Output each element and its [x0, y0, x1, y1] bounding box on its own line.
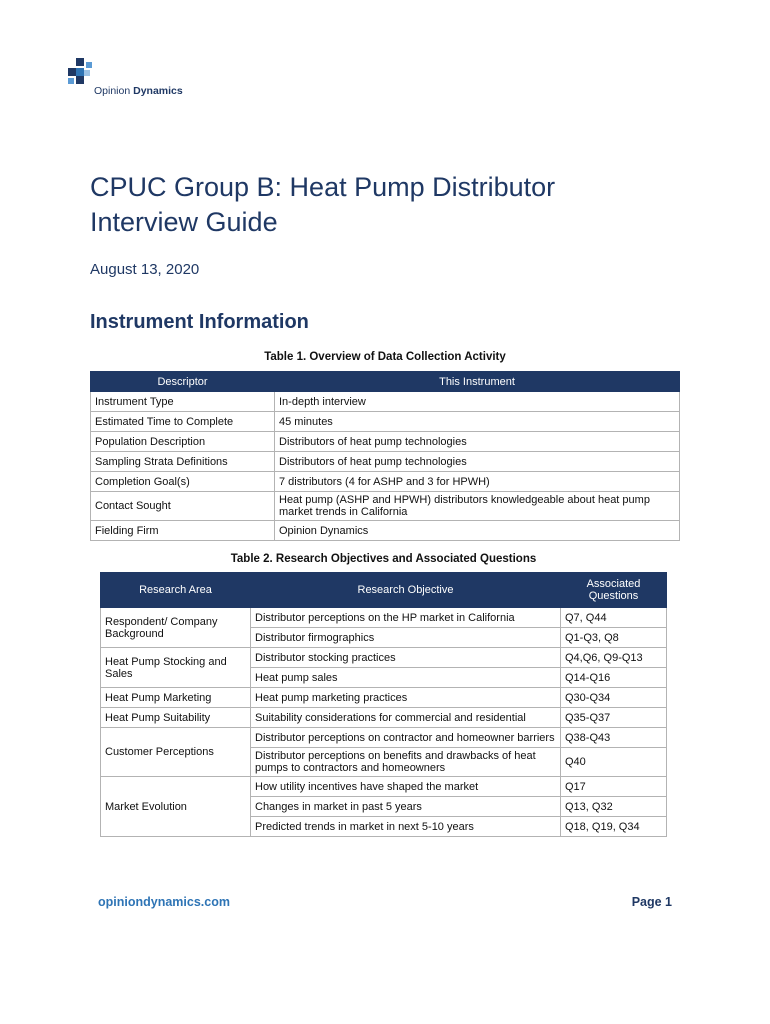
associated-questions-cell: Q17: [561, 777, 667, 797]
associated-questions-cell: Q4,Q6, Q9-Q13: [561, 648, 667, 668]
associated-questions-cell: Q35-Q37: [561, 708, 667, 728]
research-objective-cell: How utility incentives have shaped the market: [251, 777, 561, 797]
section-heading: Instrument Information: [90, 311, 309, 333]
descriptor-cell: Population Description: [91, 432, 275, 452]
research-objective-cell: Predicted trends in market in next 5-10 years: [251, 817, 561, 837]
table2-header-cell: Associated Questions: [561, 573, 667, 608]
document-title: CPUC Group B: Heat Pump Distributor Interview Guide: [90, 172, 556, 237]
table2-header-cell: Research Area: [101, 573, 251, 608]
table2-row: [101, 688, 667, 708]
associated-questions-cell: Q14-Q16: [561, 668, 667, 688]
table1-row: [91, 432, 680, 452]
research-area-cell: Heat Pump Marketing: [101, 688, 251, 708]
associated-questions-cell: Q1-Q3, Q8: [561, 628, 667, 648]
research-objectives-table: [100, 572, 667, 837]
table1-row: [91, 412, 680, 432]
instrument-cell: Distributors of heat pump technologies: [275, 452, 680, 472]
research-objective-cell: Distributor perceptions on the HP market in California: [251, 608, 561, 628]
table1-row: [91, 492, 680, 521]
instrument-cell: Opinion Dynamics: [275, 521, 680, 541]
logo-wordmark: Opinion Dynamics: [94, 85, 183, 97]
document-date: August 13, 2020: [90, 261, 200, 278]
instrument-cell: In-depth interview: [275, 392, 680, 412]
table1-caption: Table 1. Overview of Data Collection Activity: [264, 351, 506, 363]
table1-row: [91, 392, 680, 412]
descriptor-cell: Estimated Time to Complete: [91, 412, 275, 432]
research-objective-cell: Suitability considerations for commercial and residential: [251, 708, 561, 728]
associated-questions-cell: Q18, Q19, Q34: [561, 817, 667, 837]
descriptor-cell: Contact Sought: [91, 492, 275, 521]
table1-row: [91, 521, 680, 541]
data-collection-table: [90, 371, 680, 541]
footer-page-number: Page 1: [631, 895, 672, 909]
associated-questions-cell: Q30-Q34: [561, 688, 667, 708]
research-objective-cell: Changes in market in past 5 years: [251, 797, 561, 817]
research-objective-cell: Distributor perceptions on benefits and drawbacks of heat pumps to contractors and homeowners: [251, 748, 561, 777]
table2-row: [101, 777, 667, 797]
footer-website-link[interactable]: opiniondynamics.com: [98, 895, 230, 909]
company-logo: [66, 58, 206, 102]
instrument-cell: 45 minutes: [275, 412, 680, 432]
research-area-cell: Respondent/ Company Background: [101, 608, 251, 648]
associated-questions-cell: Q40: [561, 748, 667, 777]
table1-row: [91, 472, 680, 492]
research-area-cell: Customer Perceptions: [101, 728, 251, 777]
associated-questions-cell: Q38-Q43: [561, 728, 667, 748]
research-objective-cell: Distributor stocking practices: [251, 648, 561, 668]
research-objective-cell: Heat pump sales: [251, 668, 561, 688]
table2-row: [101, 608, 667, 628]
research-area-cell: Market Evolution: [101, 777, 251, 837]
table2-row: [101, 648, 667, 668]
table2-row: [101, 708, 667, 728]
research-objective-cell: Heat pump marketing practices: [251, 688, 561, 708]
descriptor-cell: Instrument Type: [91, 392, 275, 412]
descriptor-cell: Completion Goal(s): [91, 472, 275, 492]
table1-header-cell: Descriptor: [91, 372, 275, 392]
research-objective-cell: Distributor firmographics: [251, 628, 561, 648]
table2-row: [101, 728, 667, 748]
instrument-cell: Distributors of heat pump technologies: [275, 432, 680, 452]
instrument-cell: 7 distributors (4 for ASHP and 3 for HPWH): [275, 472, 680, 492]
logo-mark-icon: [66, 58, 96, 88]
table2-caption: Table 2. Research Objectives and Associated Questions: [230, 553, 537, 565]
descriptor-cell: Fielding Firm: [91, 521, 275, 541]
associated-questions-cell: Q13, Q32: [561, 797, 667, 817]
instrument-cell: Heat pump (ASHP and HPWH) distributors knowledgeable about heat pump market trends in California: [275, 492, 680, 521]
table1-row: [91, 452, 680, 472]
research-area-cell: Heat Pump Suitability: [101, 708, 251, 728]
table2-header-cell: Research Objective: [251, 573, 561, 608]
associated-questions-cell: Q7, Q44: [561, 608, 667, 628]
table1-header-row: [91, 372, 680, 392]
table1-header-cell: This Instrument: [275, 372, 680, 392]
descriptor-cell: Sampling Strata Definitions: [91, 452, 275, 472]
research-objective-cell: Distributor perceptions on contractor and homeowner barriers: [251, 728, 561, 748]
table2-header-row: [101, 573, 667, 608]
research-area-cell: Heat Pump Stocking and Sales: [101, 648, 251, 688]
